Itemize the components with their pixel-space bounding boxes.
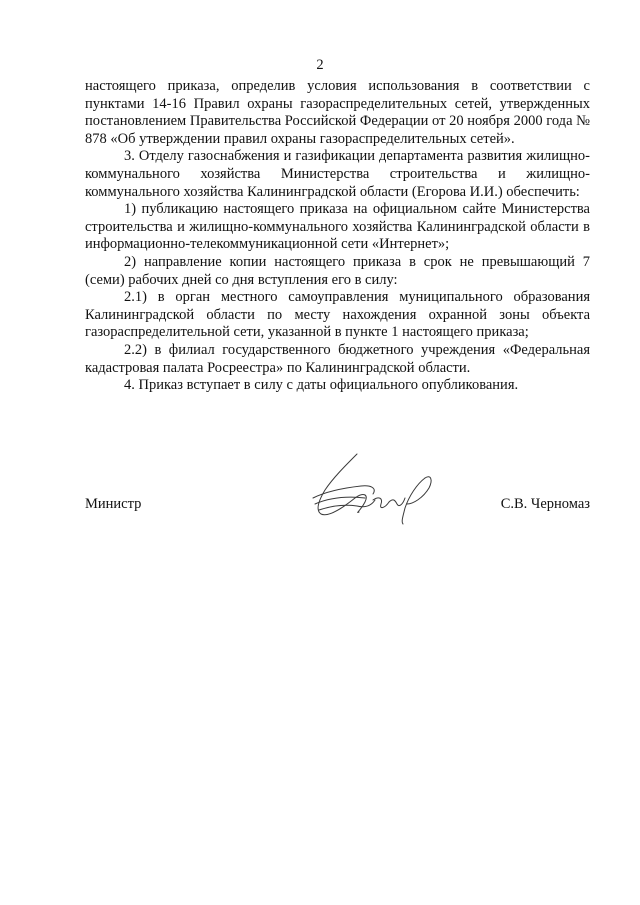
signer-position: Министр <box>85 496 142 512</box>
page-number: 2 <box>316 57 324 73</box>
paragraph-item-4: 4. Приказ вступает в силу с даты официального опубликования. <box>124 377 519 394</box>
document-body <box>85 78 590 395</box>
signature-block <box>85 448 590 528</box>
paragraph-subitem-2: 2) направление копии настоящего приказа в срок не превышающий 7 (семи) рабочих дней со дня вступления его в силу: <box>85 253 590 288</box>
paragraph-continuation: настоящего приказа, определив условия использования в соответствии с пунктами 14-16 Правил охраны газораспределительных сетей, утвержденных постановлением Правительства Российской Федерации от 20 ноября 2000 года № 878 «Об утверждении правил охраны газораспределительных сетей». <box>85 78 590 147</box>
paragraph-item-3: 3. Отделу газоснабжения и газификации департамента развития жилищно-коммунального хозяйства Министерства строительства и жилищно-коммунального хозяйства Калининградской области (Егорова И.И.) обеспечить: <box>85 148 590 200</box>
paragraph-subitem-2-1: 2.1) в орган местного самоуправления муниципального образования Калининградской области по месту нахождения охранной зоны объекта газораспределительной сети, указанной в пункте 1 настоящего приказа; <box>85 289 590 341</box>
paragraph-subitem-2-2: 2.2) в филиал государственного бюджетного учреждения «Федеральная кадастровая палата Росреестра» по Калининградской области. <box>85 341 590 376</box>
signer-name: С.В. Черномаз <box>500 496 590 512</box>
handwritten-signature <box>285 448 435 528</box>
paragraph-subitem-1: 1) публикацию настоящего приказа на официальном сайте Министерства строительства и жилищно-коммунального хозяйства Калининградской области в информационно-телекоммуникационной сети «Интернет»; <box>85 201 590 253</box>
